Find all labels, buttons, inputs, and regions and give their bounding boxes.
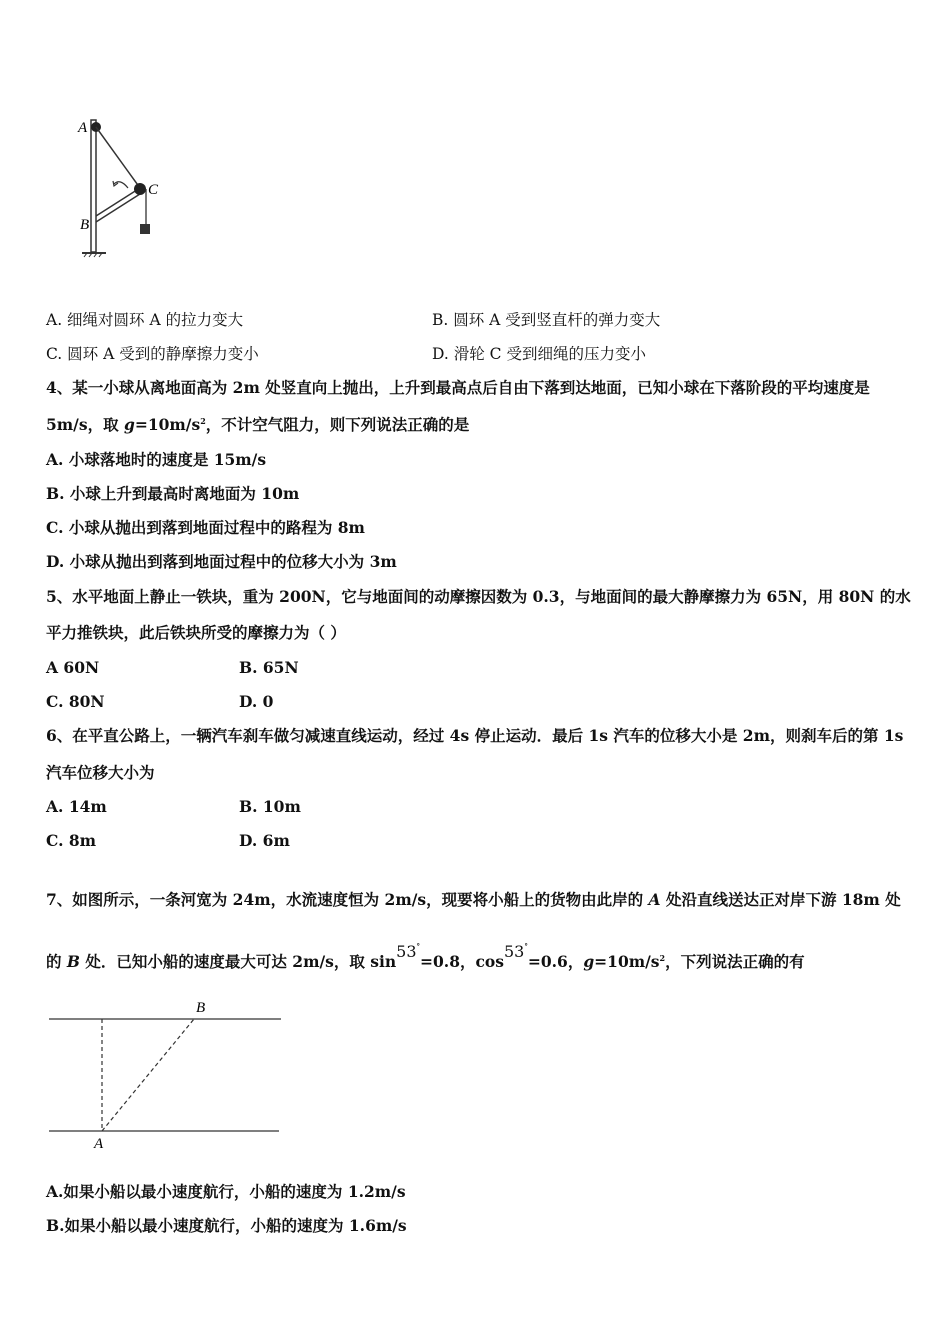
pulley-figure (76, 112, 166, 262)
q5-option-d: D. 0 (239, 692, 274, 711)
pulley-c (134, 183, 146, 195)
rod-bc (96, 194, 140, 222)
label-b: B (196, 1000, 206, 1016)
q6-option-c: C. 8m (46, 831, 97, 850)
q3-option-b: B. 圆环 A 受到竖直杆的弹力变大 (432, 311, 661, 329)
q7-option-a: A.如果小船以最小速度航行，小船的速度为 1.2m/s (46, 1182, 406, 1201)
rope-ac (96, 127, 140, 188)
q5-stem-line1: 5、水平地面上静止一铁块，重为 200N，它与地面间的动摩擦因数为 0.3，与地面间的最大静摩擦力为 65N，用 80N 的水 (46, 587, 911, 606)
q5-option-a: A 60N (46, 658, 100, 677)
label-c: C (148, 182, 159, 198)
q6-option-a: A. 14m (46, 797, 107, 816)
path-a-to-b (102, 1019, 194, 1131)
q6-stem-line1: 6、在平直公路上，一辆汽车刹车做匀减速直线运动，经过 4s 停止运动．最后 1s 汽车的位移大小是 2m，则刹车后的第 1s (46, 726, 904, 745)
label-b: B (80, 217, 90, 233)
q4-option-c: C. 小球从抛出到落到地面过程中的路程为 8m (46, 518, 365, 537)
q3-option-d: D. 滑轮 C 受到细绳的压力变小 (432, 345, 646, 363)
river-figure (46, 994, 286, 1154)
q6-option-d: D. 6m (239, 831, 290, 850)
q5-option-c: C. 80N (46, 692, 105, 711)
q4-option-b: B. 小球上升到最高时离地面为 10m (46, 484, 300, 503)
vertical-pole (91, 120, 96, 252)
q7-option-b: B.如果小船以最小速度航行，小船的速度为 1.6m/s (46, 1216, 407, 1235)
q4-stem-line2: 5m/s，取 $g=10m/s^2$，不计空气阻力，则下列说法正确的是 (46, 415, 470, 434)
q6-option-b: B. 10m (239, 797, 301, 816)
q4-option-d: D. 小球从抛出到落到地面过程中的位移大小为 3m (46, 552, 397, 571)
q4-option-a: A. 小球落地时的速度是 15m/s (46, 450, 267, 469)
q7-stem-line2: 的 B 处．已知小船的速度最大可达 2m/s，取 sin53°=0.8，cos53°=0.6，$g=10m/s^2$，下列说法正确的有 (46, 942, 805, 971)
q3-option-c: C. 圆环 A 受到的静摩擦力变小 (46, 345, 259, 363)
q3-option-a: A. 细绳对圆环 A 的拉力变大 (46, 311, 244, 329)
hanging-weight (140, 224, 150, 234)
q4-stem-line1: 4、某一小球从离地面高为 2m 处竖直向上抛出，上升到最高点后自由下落到达地面，已知小球在下落阶段的平均速度是 (46, 378, 870, 397)
q6-stem-line2: 汽车位移大小为 (46, 763, 155, 782)
q7-stem-line1: 7、如图所示，一条河宽为 24m，水流速度恒为 2m/s，现要将小船上的货物由此岸的 A 处沿直线送达正对岸下游 18m 处 (46, 890, 901, 909)
label-a: A (94, 1136, 104, 1152)
q5-stem-line2: 平力推铁块，此后铁块所受的摩擦力为（ ） (46, 623, 346, 642)
label-a: A (78, 120, 88, 136)
q5-option-b: B. 65N (239, 658, 299, 677)
